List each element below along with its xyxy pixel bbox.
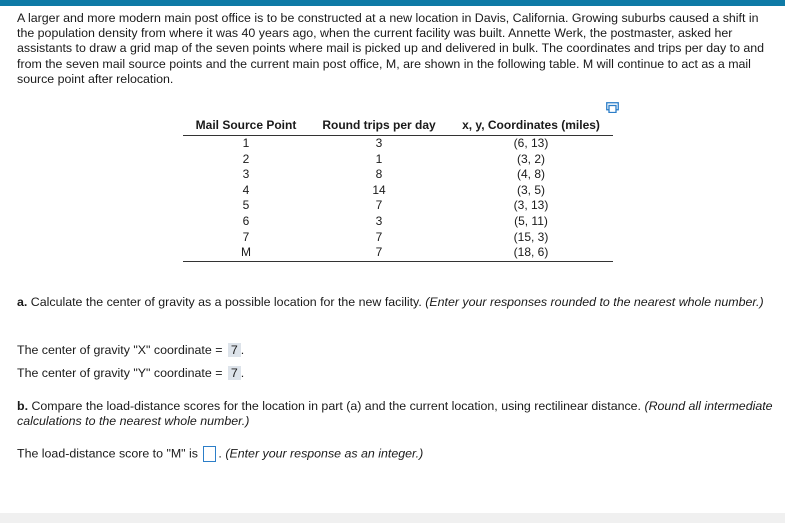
cell-coords: (15, 3)	[513, 229, 549, 244]
cell-coords: (5, 11)	[514, 213, 548, 228]
question-b-text: Compare the load-distance scores for the location in part (a) and the current location, using rectilinear distance.	[31, 399, 641, 413]
cell-trips: 8	[375, 167, 383, 182]
cell-trips: 3	[375, 136, 383, 150]
x-coordinate-prompt: The center of gravity "X" coordinate =	[17, 343, 223, 357]
question-b-instruction: (Round all intermediate calculations to the nearest whole number.)	[17, 399, 773, 429]
cell-trips: 3	[375, 213, 383, 228]
question-a-instruction: (Enter your responses rounded to the nearest whole number.)	[425, 295, 764, 309]
table-row	[183, 167, 613, 183]
mail-source-table	[183, 116, 613, 262]
cell-point: 2	[242, 151, 250, 166]
cell-coords: (4, 8)	[516, 167, 545, 182]
cell-coords: (18, 6)	[449, 245, 613, 261]
cell-trips: 1	[375, 151, 383, 166]
cell-point: 4	[242, 182, 250, 197]
cell-trips: 7	[375, 198, 383, 213]
y-coordinate-line: The center of gravity "Y" coordinate = 7 .	[17, 366, 245, 380]
header-coordinates: x, y, Coordinates (miles)	[449, 116, 613, 136]
cell-point: M	[183, 245, 309, 261]
table-row	[183, 183, 613, 199]
load-distance-input[interactable]	[203, 446, 216, 462]
cell-coords: (3, 5)	[516, 182, 545, 197]
cell-trips: 7	[375, 229, 383, 244]
load-distance-instruction: (Enter your response as an integer.)	[225, 446, 424, 461]
cell-coords: (3, 2)	[516, 151, 545, 166]
copy-icon[interactable]	[606, 102, 619, 113]
load-distance-prompt: The load-distance score to "M" is	[17, 446, 198, 461]
table-row	[183, 198, 613, 214]
question-b-label: b.	[17, 399, 29, 413]
bottom-bar	[0, 513, 785, 523]
cell-point: 5	[242, 198, 250, 213]
table-header-row	[183, 116, 613, 136]
cell-point: 6	[242, 213, 250, 228]
cell-trips: 7	[309, 245, 449, 261]
table-row	[183, 152, 613, 168]
y-coordinate-prompt: The center of gravity "Y" coordinate =	[17, 366, 223, 380]
header-round-trips: Round trips per day	[309, 116, 449, 136]
question-b	[17, 399, 777, 429]
load-distance-line: The load-distance score to "M" is . (Enter your response as an integer.)	[17, 446, 424, 461]
top-accent-bar	[0, 0, 785, 6]
question-a	[17, 295, 777, 310]
cell-point: 1	[242, 136, 250, 150]
x-coordinate-line: The center of gravity "X" coordinate = 7 .	[17, 343, 245, 357]
table-row	[183, 245, 613, 261]
cell-point: 7	[242, 229, 250, 244]
table-row	[183, 230, 613, 246]
cell-trips: 14	[372, 182, 386, 197]
y-coordinate-answer[interactable]: 7	[228, 366, 241, 380]
cell-point: 3	[242, 167, 250, 182]
question-a-label: a.	[17, 295, 28, 309]
header-mail-source-point: Mail Source Point	[183, 116, 309, 136]
cell-coords: (3, 13)	[513, 198, 549, 213]
question-a-text: Calculate the center of gravity as a possible location for the new facility.	[30, 295, 422, 309]
problem-statement: A larger and more modern main post office is to be constructed at a new location in Davis, California. Growing suburbs caused a shift in the population density from where it was 40 years ago, when the current facility was built. Annette Werk, the postmaster, asked her assistants to draw a grid map of the seven points where mail is picked up and delivered in bulk. The coordinates and trips per day to and from the seven mail source points and the current main post office, M, are shown in the following table. M will continue to act as a mail source point after relocation.	[17, 11, 765, 86]
table-row	[183, 214, 613, 230]
cell-coords: (6, 13)	[513, 136, 549, 150]
table-row	[183, 136, 613, 152]
x-coordinate-answer[interactable]: 7	[228, 343, 241, 357]
